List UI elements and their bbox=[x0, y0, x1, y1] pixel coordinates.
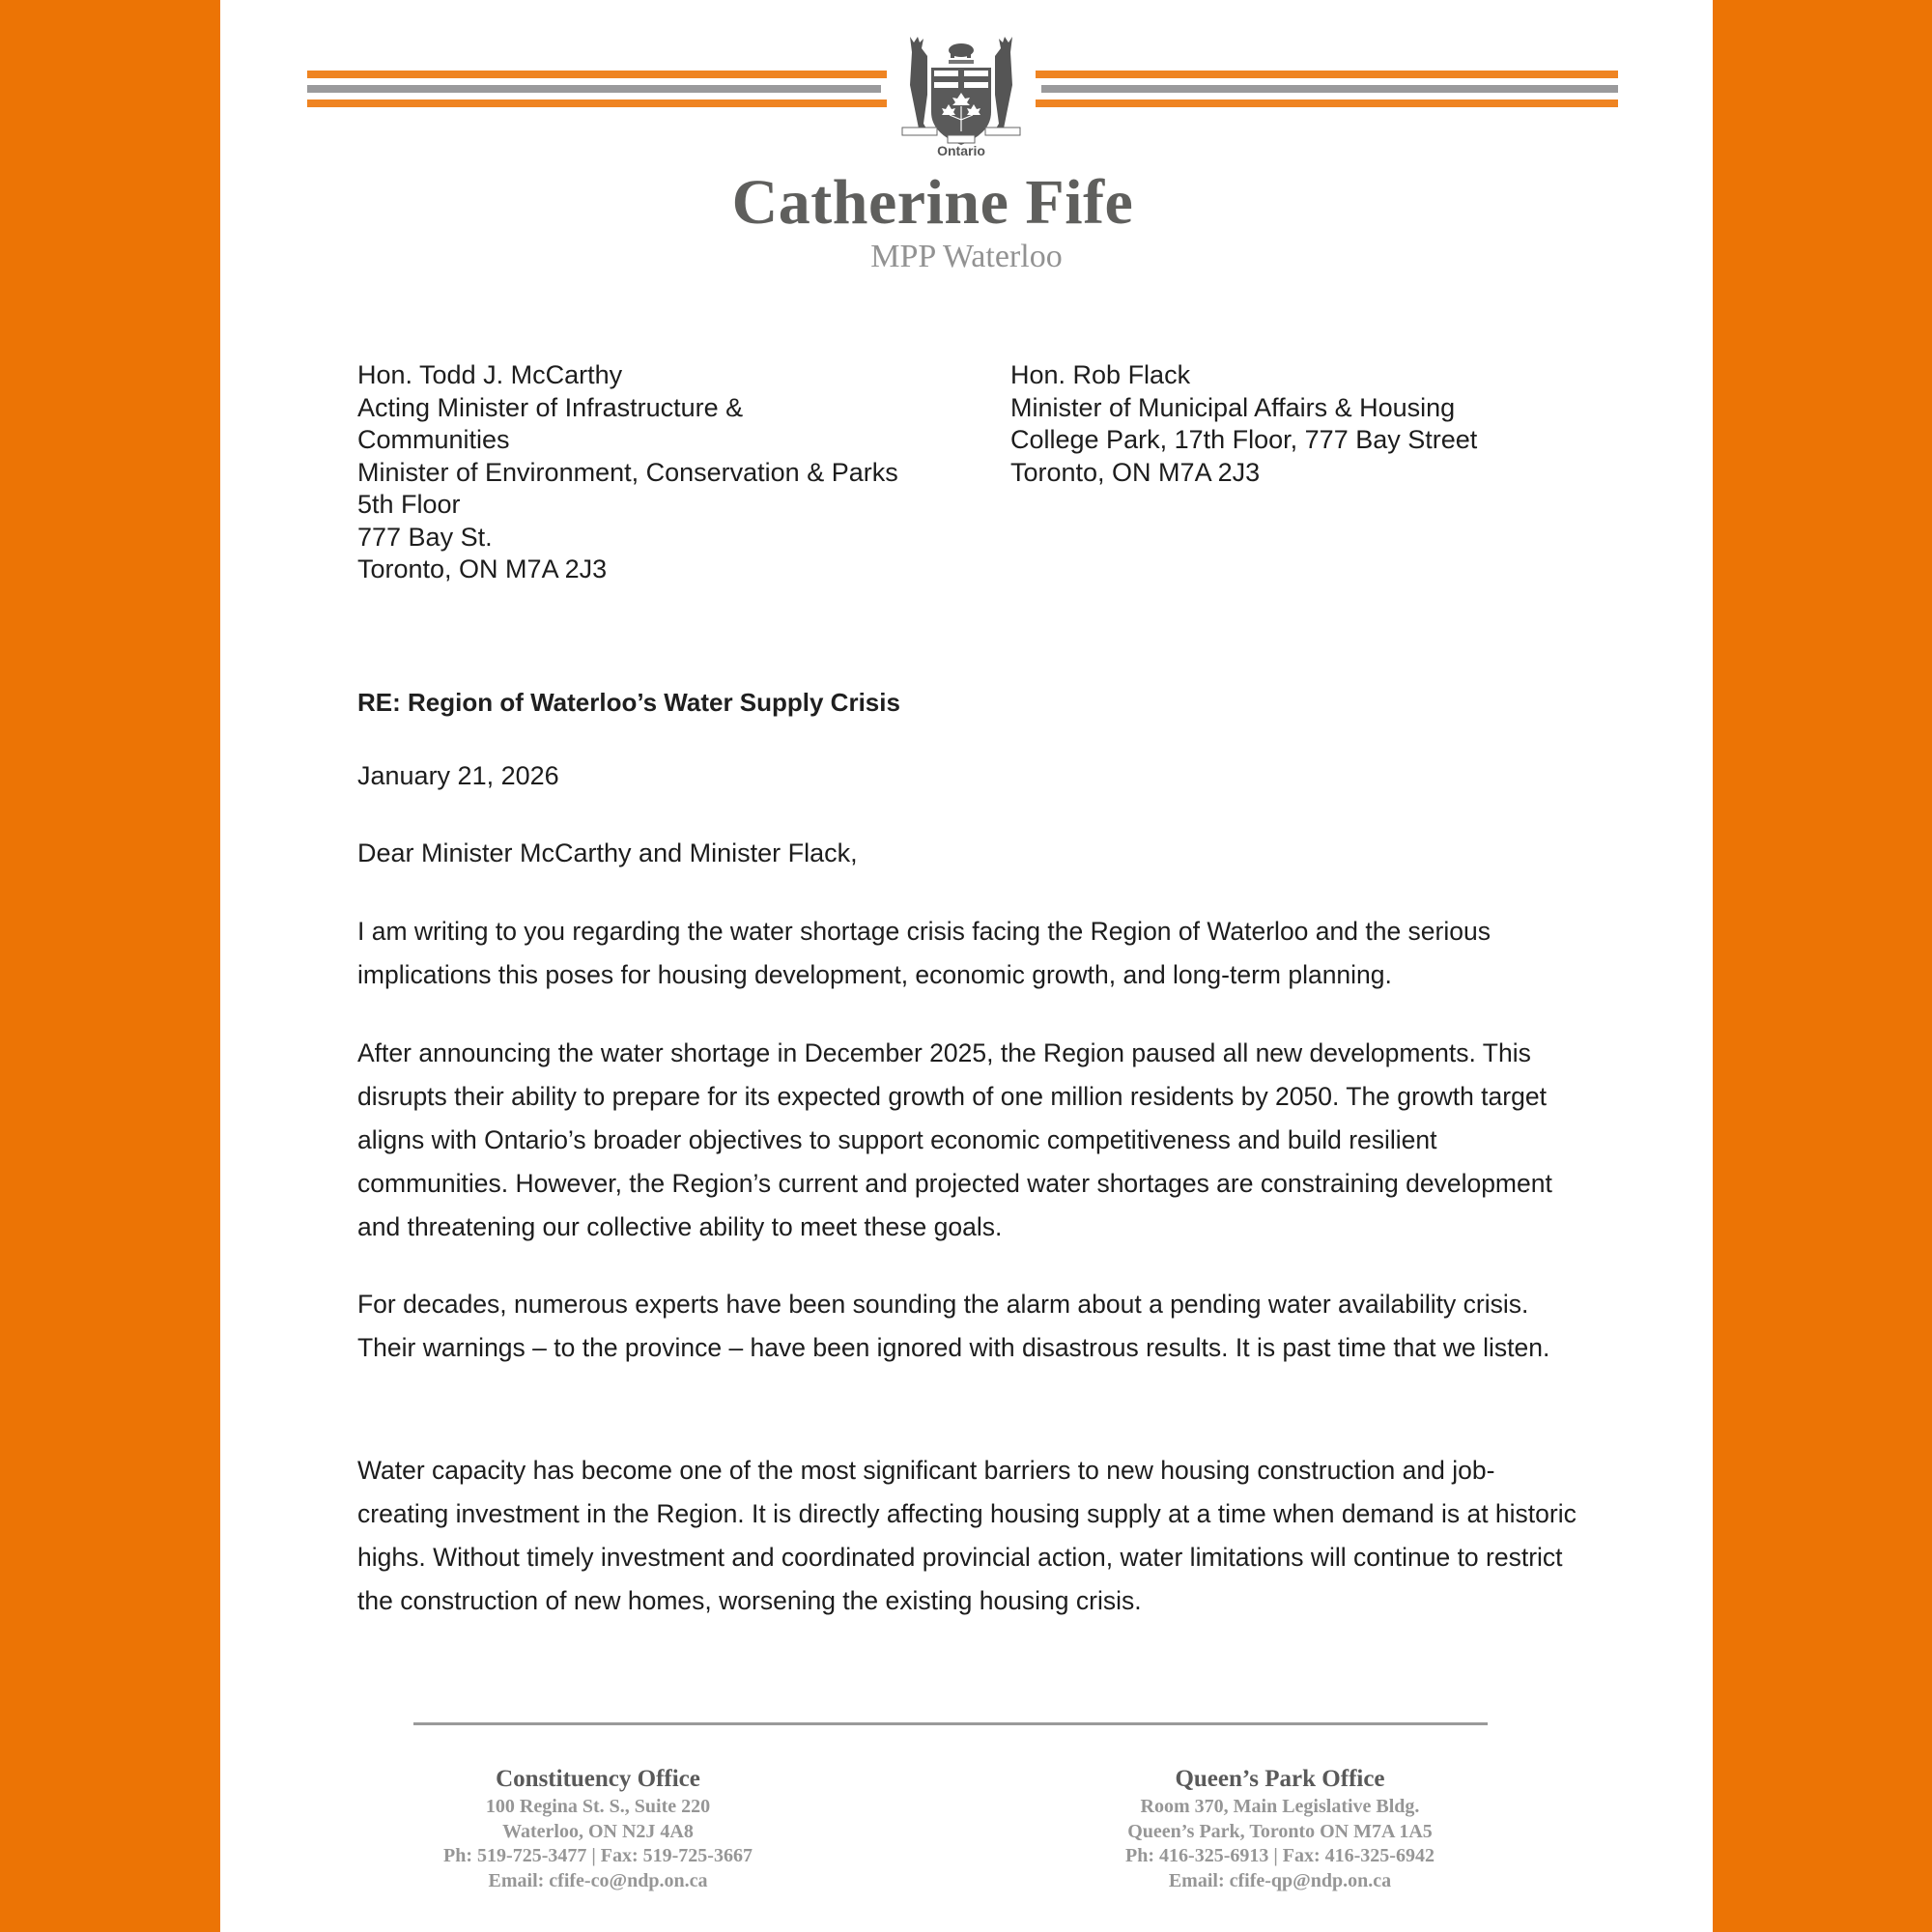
mpp-title: MPP Waterloo bbox=[870, 239, 1063, 274]
address-line: 777 Bay St. bbox=[357, 522, 493, 552]
address-line: Hon. Rob Flack bbox=[1010, 360, 1191, 389]
address-line: Minister of Environment, Conservation & Parks bbox=[357, 457, 898, 487]
address-line: Hon. Todd J. McCarthy bbox=[357, 360, 623, 389]
address-line: 5th Floor bbox=[357, 490, 461, 519]
header-band-grey-left bbox=[307, 85, 881, 93]
crest-label: Ontario bbox=[937, 143, 985, 158]
office-phone-fax: Ph: 416-325-6913 | Fax: 416-325-6942 bbox=[1125, 1845, 1435, 1866]
queens-park-office-block bbox=[1029, 1764, 1531, 1893]
body-paragraph: After announcing the water shortage in December 2025, the Region paused all new developments. This disrupts their ability to prepare for its expected growth of one million residents by 2050. The growth target aligns with Ontario’s broader objectives to support economic competitiveness and build resilient communities. However, the Region’s current and projected water shortages are constraining development and threatening our collective ability to meet these goals. bbox=[357, 1038, 1552, 1241]
header-band-orange-right-top bbox=[1036, 71, 1618, 78]
office-phone-fax: Ph: 519-725-3477 | Fax: 519-725-3667 bbox=[443, 1845, 753, 1866]
constituency-office-block bbox=[347, 1764, 849, 1893]
salutation: Dear Minister McCarthy and Minister Flack, bbox=[357, 838, 858, 867]
office-address-line: Queen’s Park, Toronto ON M7A 1A5 bbox=[1127, 1820, 1433, 1842]
header-band-grey-right bbox=[1041, 85, 1618, 93]
address-line: Toronto, ON M7A 2J3 bbox=[357, 554, 608, 583]
recipient-address-flack bbox=[1010, 359, 1477, 489]
mpp-name: Catherine Fife bbox=[731, 167, 1134, 238]
office-address-line: Waterloo, ON N2J 4A8 bbox=[502, 1820, 694, 1842]
office-email: Email: cfife-co@ndp.on.ca bbox=[488, 1869, 708, 1891]
office-email: Email: cfife-qp@ndp.on.ca bbox=[1168, 1869, 1392, 1891]
letter-date: January 21, 2026 bbox=[357, 761, 559, 790]
body-paragraph: I am writing to you regarding the water shortage crisis facing the Region of Waterloo and the serious implications this poses for housing development, economic growth, and long-term planning. bbox=[357, 917, 1491, 989]
subject-line: RE: Region of Waterloo’s Water Supply Crisis bbox=[357, 688, 900, 717]
recipient-address-mccarthy bbox=[357, 359, 898, 586]
body-paragraph: For decades, numerous experts have been sounding the alarm about a pending water availability crisis. Their warnings – to the province – have been ignored with disastrous results. It is past time that we listen. bbox=[357, 1290, 1550, 1362]
letter-page bbox=[220, 0, 1713, 1932]
address-line: College Park, 17th Floor, 777 Bay Street bbox=[1010, 425, 1478, 454]
footer-divider bbox=[413, 1722, 1488, 1725]
office-title: Constituency Office bbox=[496, 1766, 700, 1792]
address-line: Acting Minister of Infrastructure & bbox=[357, 392, 744, 422]
header-band-orange-left-top bbox=[307, 71, 887, 78]
header-band-orange-right-bottom bbox=[1036, 99, 1618, 107]
header-band-orange-left-bottom bbox=[307, 99, 887, 107]
office-title: Queen’s Park Office bbox=[1175, 1766, 1385, 1792]
address-line: Minister of Municipal Affairs & Housing bbox=[1010, 392, 1456, 422]
ontario-coat-of-arms-icon bbox=[896, 31, 1026, 161]
office-address-line: Room 370, Main Legislative Bldg. bbox=[1140, 1796, 1420, 1817]
address-line: Communities bbox=[357, 425, 510, 454]
office-address-line: 100 Regina St. S., Suite 220 bbox=[485, 1796, 711, 1817]
body-paragraph: Water capacity has become one of the most significant barriers to new housing construction and job-creating investment in the Region. It is directly affecting housing supply at a time when demand is at historic highs. Without timely investment and coordinated provincial action, water limitations will continue to restrict the construction of new homes, worsening the existing housing crisis. bbox=[357, 1456, 1577, 1615]
address-line: Toronto, ON M7A 2J3 bbox=[1010, 457, 1261, 487]
